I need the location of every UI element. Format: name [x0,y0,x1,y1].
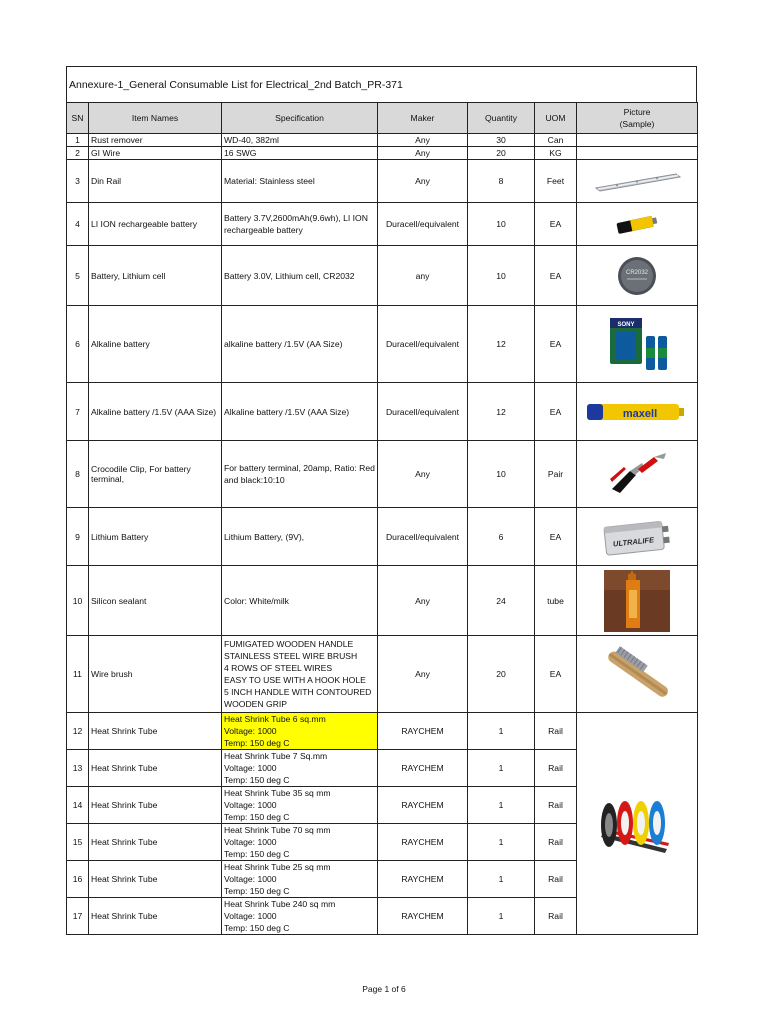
table-row [67,383,698,441]
header-item-names: Item Names [89,103,222,134]
cell-specification [222,246,378,306]
cell-quantity: 1 [468,787,535,824]
coin-cell-icon [577,254,697,298]
cell-specification [222,713,378,750]
cell-uom: Rail [535,750,577,787]
cell-specification [222,824,378,861]
heat-shrink-tube-rolls-icon [577,793,697,855]
cell-item-name: Heat Shrink Tube [89,824,222,861]
cell-maker: Any [378,147,468,160]
cell-uom: KG [535,147,577,160]
svg-text:SONY: SONY [617,322,635,328]
table-row [67,160,698,203]
spec-line: Voltage: 1000 [224,874,277,884]
cell-sn: 3 [67,160,89,203]
cell-maker: Duracell/equivalent [378,383,468,441]
cell-sn: 9 [67,508,89,566]
consumable-sheet [66,66,697,935]
consumable-table [66,102,698,935]
spec-line: Color: White/milk [224,595,289,606]
header-picture-line2: (Sample) [619,119,655,129]
cell-specification [222,636,378,713]
spec-line: Temp: 150 deg C [224,923,290,933]
cell-uom: tube [535,566,577,636]
cell-picture-shared [577,713,698,935]
spec-line: Heat Shrink Tube 6 sq.mm [224,714,326,724]
cell-sn: 14 [67,787,89,824]
table-row [67,508,698,566]
din-rail-icon [577,168,697,194]
cell-uom: EA [535,636,577,713]
cell-maker: RAYCHEM [378,713,468,750]
cell-picture [577,441,698,508]
cell-uom: Rail [535,898,577,935]
svg-text:maxell: maxell [622,407,658,420]
spec-line: Temp: 150 deg C [224,738,290,748]
cell-maker: RAYCHEM [378,787,468,824]
cell-sn: 7 [67,383,89,441]
table-row [67,566,698,636]
cell-maker: RAYCHEM [378,750,468,787]
aaa-battery-icon [577,398,697,426]
cell-sn: 6 [67,306,89,383]
table-row [67,147,698,160]
cell-maker: Duracell/equivalent [378,306,468,383]
sheet-title: Annexure-1_General Consumable List for Electrical_2nd Batch_PR-371 [66,66,697,102]
cell-sn: 10 [67,566,89,636]
cell-quantity: 8 [468,160,535,203]
cell-item-name: Silicon sealant [89,566,222,636]
cell-sn: 13 [67,750,89,787]
cell-specification [222,383,378,441]
table-row [67,636,698,713]
cell-maker: RAYCHEM [378,898,468,935]
cell-sn: 11 [67,636,89,713]
cell-quantity: 24 [468,566,535,636]
cell-specification [222,160,378,203]
spec-line: Voltage: 1000 [224,763,277,773]
wire-brush-icon [577,644,697,704]
header-quantity: Quantity [468,103,535,134]
cell-uom: EA [535,508,577,566]
cell-item-name: Battery, Lithium cell [89,246,222,306]
spec-line: Temp: 150 deg C [224,886,290,896]
cell-uom: Rail [535,787,577,824]
spec-line: Temp: 150 deg C [224,775,290,785]
cell-sn: 1 [67,134,89,147]
cell-specification [222,898,378,935]
cell-quantity: 1 [468,824,535,861]
spec-line: alkaline battery /1.5V (AA Size) [224,339,343,349]
page-footer: Page 1 of 6 [362,984,406,994]
cell-quantity: 6 [468,508,535,566]
cell-specification [222,566,378,636]
cell-specification [222,787,378,824]
spec-line: Voltage: 1000 [224,800,277,810]
cell-maker: Duracell/equivalent [378,203,468,246]
cell-quantity: 10 [468,441,535,508]
spec-line: For battery terminal, 20amp, Ratio: Red and black:10:10 [224,463,375,485]
cell-uom: EA [535,383,577,441]
cell-maker: Any [378,134,468,147]
cell-sn: 8 [67,441,89,508]
spec-line: Temp: 150 deg C [224,812,290,822]
spec-line: EASY TO USE WITH A HOOK HOLE [224,675,366,685]
cell-quantity: 30 [468,134,535,147]
cell-sn: 5 [67,246,89,306]
sealant-tube-icon [577,570,697,632]
cell-maker: RAYCHEM [378,861,468,898]
cell-item-name: GI Wire [89,147,222,160]
cell-item-name: Heat Shrink Tube [89,713,222,750]
header-maker: Maker [378,103,468,134]
cell-quantity: 10 [468,246,535,306]
spec-line: Voltage: 1000 [224,837,277,847]
spec-line: 5 INCH HANDLE WITH CONTOURED [224,687,372,697]
spec-line: Heat Shrink Tube 70 sq mm [224,825,331,835]
cell-item-name: Alkaline battery /1.5V (AAA Size) [89,383,222,441]
table-row [67,441,698,508]
cell-quantity: 12 [468,306,535,383]
table-row [67,246,698,306]
cell-sn: 12 [67,713,89,750]
cell-sn: 4 [67,203,89,246]
spec-line: WOODEN GRIP [224,699,288,709]
header-picture [577,103,698,134]
cell-item-name: Lithium Battery [89,508,222,566]
spec-line: Heat Shrink Tube 7 Sq.mm [224,751,328,761]
spec-line: Battery 3.0V, Lithium cell, CR2032 [224,270,355,281]
spec-line: Voltage: 1000 [224,911,277,921]
li-ion-battery-icon [577,211,697,237]
cell-maker: Any [378,636,468,713]
spec-line: STAINLESS STEEL WIRE BRUSH [224,651,358,661]
cell-picture [577,203,698,246]
cell-picture [577,383,698,441]
cell-uom: Feet [535,160,577,203]
cell-maker: Any [378,566,468,636]
cell-item-name: Heat Shrink Tube [89,861,222,898]
cell-item-name: Wire brush [89,636,222,713]
cell-quantity: 12 [468,383,535,441]
cell-picture [577,636,698,713]
cell-specification [222,306,378,383]
cell-uom: EA [535,203,577,246]
cell-quantity: 1 [468,861,535,898]
spec-line: 4 ROWS OF STEEL WIRES [224,663,333,673]
cell-sn: 17 [67,898,89,935]
cell-maker: any [378,246,468,306]
cell-quantity: 20 [468,636,535,713]
cell-uom: EA [535,306,577,383]
spec-line: Alkaline battery /1.5V (AAA Size) [224,406,350,417]
spec-line: Temp: 150 deg C [224,849,290,859]
table-row [67,203,698,246]
cell-maker: Any [378,160,468,203]
cell-picture [577,160,698,203]
spec-line: Voltage: 1000 [224,726,277,736]
cell-item-name: Crocodile Clip, For battery terminal, [89,441,222,508]
table-body [67,134,698,935]
header-sn: SN [67,103,89,134]
cell-specification [222,441,378,508]
cell-quantity: 1 [468,898,535,935]
cell-uom: Rail [535,824,577,861]
svg-text:ULTRALIFE: ULTRALIFE [612,534,655,549]
cell-sn: 2 [67,147,89,160]
cell-item-name: Alkaline battery [89,306,222,383]
cell-sn: 16 [67,861,89,898]
spec-line: Battery 3.7V,2600mAh(9.6wh), LI ION rechargeable battery [224,213,368,235]
cell-specification [222,134,378,147]
table-row [67,306,698,383]
cell-uom: EA [535,246,577,306]
spec-line: 16 SWG [224,148,257,158]
header-specification: Specification [222,103,378,134]
spec-line: Heat Shrink Tube 35 sq mm [224,788,331,798]
cell-item-name: LI ION rechargeable battery [89,203,222,246]
cell-uom: Rail [535,713,577,750]
cell-item-name: Heat Shrink Tube [89,787,222,824]
cell-specification [222,861,378,898]
cell-specification [222,750,378,787]
spec-line: Material: Stainless steel [224,176,315,186]
spec-line: FUMIGATED WOODEN HANDLE [224,639,354,649]
cell-quantity: 20 [468,147,535,160]
crocodile-clip-icon [577,449,697,499]
spec-line: Heat Shrink Tube 25 sq mm [224,862,331,872]
spec-line: Lithium Battery, (9V), [224,531,305,542]
cell-item-name: Din Rail [89,160,222,203]
cell-item-name: Heat Shrink Tube [89,898,222,935]
9v-battery-icon [577,514,697,560]
cell-quantity: 1 [468,713,535,750]
cell-picture-empty [577,134,698,147]
table-row [67,713,698,750]
cell-item-name: Heat Shrink Tube [89,750,222,787]
cell-maker: RAYCHEM [378,824,468,861]
cell-picture-empty [577,147,698,160]
cell-sn: 15 [67,824,89,861]
cell-uom: Pair [535,441,577,508]
header-picture-line1: Picture [623,107,651,117]
cell-specification [222,147,378,160]
cell-item-name: Rust remover [89,134,222,147]
spec-line: WD-40, 382ml [224,135,279,145]
cell-specification [222,203,378,246]
cell-picture [577,508,698,566]
header-uom: UOM [535,103,577,134]
aa-battery-pack-icon [577,314,697,374]
spec-line: Heat Shrink Tube 240 sq mm [224,899,336,909]
table-row [67,134,698,147]
cell-maker: Any [378,441,468,508]
cell-maker: Duracell/equivalent [378,508,468,566]
cell-quantity: 1 [468,750,535,787]
cell-uom: Rail [535,861,577,898]
cell-uom: Can [535,134,577,147]
svg-text:CR2032: CR2032 [625,269,649,276]
cell-specification [222,508,378,566]
cell-quantity: 10 [468,203,535,246]
cell-picture [577,246,698,306]
cell-picture [577,306,698,383]
table-header-row [67,103,698,134]
cell-picture [577,566,698,636]
